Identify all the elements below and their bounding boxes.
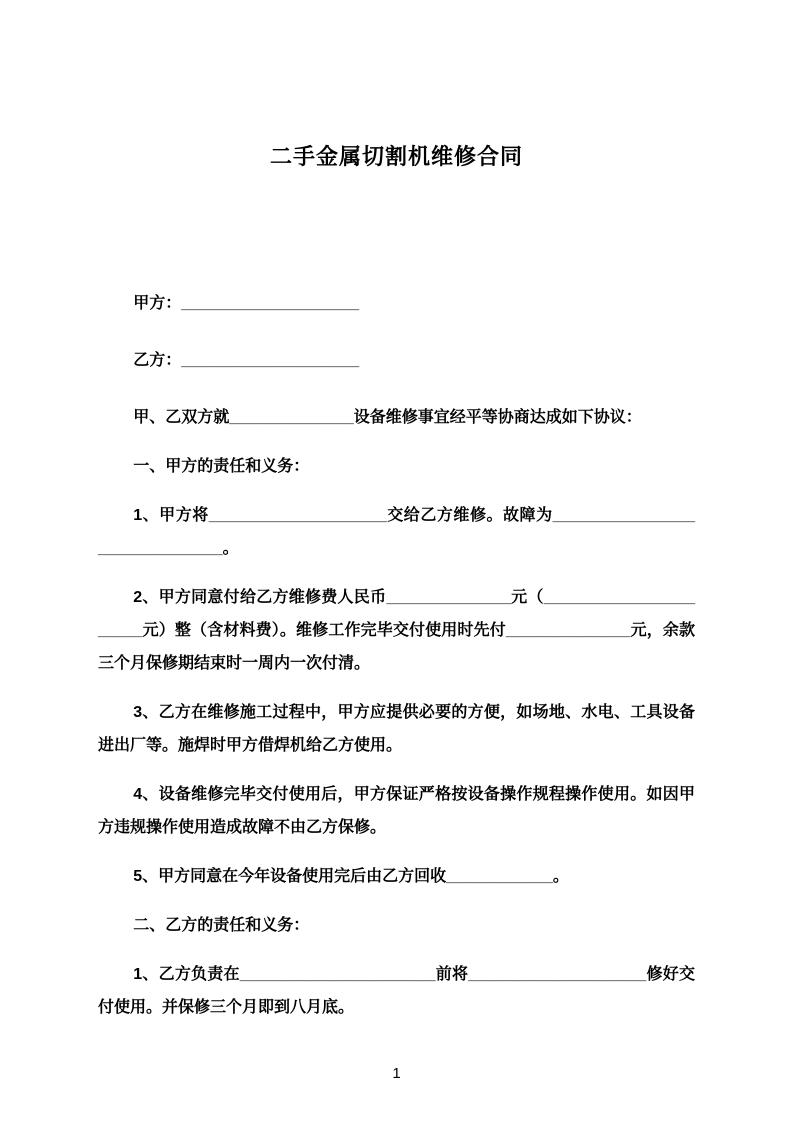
party-a-line: 甲方：____________________: [133, 295, 360, 312]
party-b-line: 乙方：____________________: [133, 352, 360, 369]
clause-1-1: 1、甲方将____________________交给乙方维修。故障为______________________________。: [98, 507, 695, 557]
section-1-heading: 一、甲方的责任和义务：: [133, 458, 310, 475]
clause-1-4: 4、设备维修完毕交付使用后，甲方保证严格按设备操作规程操作使用。如因甲方违规操作使用造成故障不由乙方保修。: [98, 786, 695, 836]
preamble-paragraph: 甲、乙双方就______________设备维修事宜经平等协商达成如下协议：: [133, 409, 642, 426]
contract-title: 二手金属切割机维修合同: [269, 144, 523, 169]
clause-1-3: 3、乙方在维修施工过程中，甲方应提供必要的方便，如场地、水电、工具设备进出厂等。施焊时甲方借焊机给乙方使用。: [98, 704, 695, 754]
page-number: 1: [392, 1065, 401, 1082]
clause-1-2: 2、甲方同意付给乙方维修费人民币______________元（______________________元）整（含材料费）。维修工作完毕交付使用时先付______________元，余款三个月保修期结束时一周内一次付清。: [98, 589, 695, 672]
section-2-heading: 二、乙方的责任和义务：: [133, 917, 310, 934]
clause-1-5: 5、甲方同意在今年设备使用完后由乙方回收____________。: [133, 868, 569, 885]
clause-2-1: 1、乙方负责在______________________前将____________________修好交付使用。并保修三个月即到八月底。: [98, 966, 695, 1016]
document-body: [98, 287, 695, 1024]
